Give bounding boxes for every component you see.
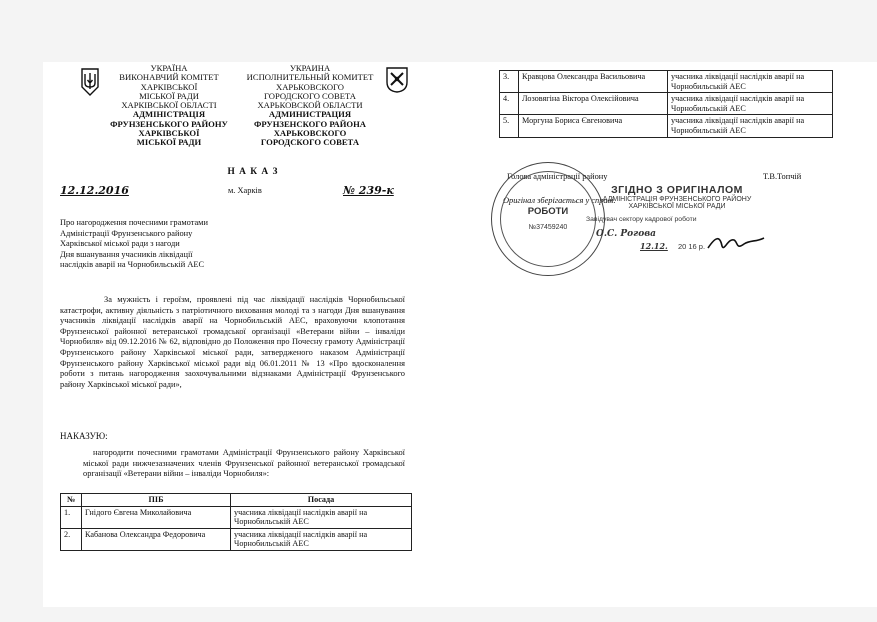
row-position: учасника ліквідації наслідків аварії на Чорнобильській АЕС	[668, 71, 833, 93]
stamp-signed-name: О.С. Рогова	[596, 229, 656, 239]
row-position: учасника ліквідації наслідків аварії на Чорнобильській АЕС	[231, 506, 412, 528]
row-number: 5.	[500, 115, 519, 137]
table-row	[61, 506, 412, 528]
row-position: учасника ліквідації наслідків аварії на Чорнобильській АЕС	[668, 115, 833, 137]
stamp-line2: ХАРКІВСЬКОЇ МІСЬКОЇ РАДИ	[628, 203, 726, 210]
table-row	[500, 93, 833, 115]
original-note: Оригінал зберігається у справі.	[503, 196, 616, 205]
header-ru: УКРАИНА ИСПОЛНИТЕЛЬНЫЙ КОМИТЕТ ХАРЬКОВСКОГО ГОРОДСКОГО СОВЕТА ХАРЬКОВСКОЙ ОБЛАСТИ АДМИНИСТРАЦИЯ ФРУНЗЕНСКОГО РАЙОНА ХАРЬКОВСКОГО ГОРОДСКОГО СОВЕТА	[246, 63, 374, 148]
stamp-date-day: 12.12.	[640, 241, 668, 251]
order-word: НАКАЗУЮ:	[60, 431, 108, 441]
row-number: 3.	[500, 71, 519, 93]
header-number: №	[61, 494, 82, 507]
order-city: м. Харків	[228, 186, 262, 195]
signatory-name: Т.В.Топчій	[763, 172, 802, 181]
seal-code: №37459240	[528, 224, 568, 231]
trident-emblem-icon	[80, 67, 100, 97]
seal-word: РОБОТИ	[527, 206, 569, 217]
awardees-table-part-2	[499, 70, 833, 138]
stamp-role: Завідувач сектору кадрової роботи	[586, 216, 697, 223]
order-date: 12.12.2016	[60, 184, 129, 197]
awardees-table-part-1	[60, 493, 412, 551]
order-subject: Про нагородження почесними грамотами Адміністрації Фрунзенського району Харківської міської ради з нагоди Дня вшанування учасників ліквідації наслідків аварії на Чорнобильській АЕС	[60, 218, 208, 270]
row-position: учасника ліквідації наслідків аварії на Чорнобильській АЕС	[231, 528, 412, 550]
order-number: № 239-к	[343, 184, 394, 197]
kharkiv-emblem-icon	[386, 67, 408, 93]
row-number: 2.	[61, 528, 82, 550]
header-name: ПІБ	[82, 494, 231, 507]
order-title: Н А К А З	[227, 167, 279, 177]
row-name: Кравцова Олександра Васильовича	[519, 71, 668, 93]
stamp-line1: АДМІНІСТРАЦІЯ ФРУНЗЕНСЬКОГО РАЙОНУ	[602, 196, 752, 203]
row-name: Моргуна Бориса Євгеновича	[519, 115, 668, 137]
order-body: За мужність і героїзм, проявлені під час ліквідації наслідків Чорнобильської катастрофи, активну діяльність з патріотичного виховання молоді та з нагоди Дня вшанування учасників ліквідації наслідків аварії на Чорнобильській АЕС, враховуючи клопотання Фрунзенської районної ветеранської громадської організації «Ветерани війни – інваліди Чорнобиля» від 09.12.2016 № 62, відповідно до Положення про Почесну грамоту Адміністрації Фрунзенського району Харківської міської ради, затвердженого наказом Адміністрації Фрунзенського району Харківської міської ради від 06.01.2011 № 13 «Про вдосконалення роботи з питань нагородження заохочувальними відзнаками Адміністрації Фрунзенського району Харківської міської ради»,	[60, 295, 405, 389]
handwritten-signature-icon	[706, 232, 766, 254]
row-name: Кабанова Олександра Федоровича	[82, 528, 231, 550]
stamp-date-year: 20 16 р.	[677, 242, 706, 251]
stamp-title: ЗГІДНО З ОРИГІНАЛОМ	[611, 184, 743, 196]
table-row	[500, 71, 833, 93]
signatory-role: Голова адміністрації району	[507, 172, 608, 181]
row-name: Лозовягіна Віктора Олексійовича	[519, 93, 668, 115]
row-position: учасника ліквідації наслідків аварії на Чорнобильській АЕС	[668, 93, 833, 115]
seal-inner-ring	[500, 171, 596, 267]
table-row	[500, 115, 833, 137]
row-name: Гнідого Євгена Миколайовича	[82, 506, 231, 528]
table-row	[61, 528, 412, 550]
header-ua: УКРАЇНА ВИКОНАВЧИЙ КОМІТЕТ ХАРКІВСЬКОЇ МІСЬКОЇ РАДИ ХАРКІВСЬКОЇ ОБЛАСТІ АДМІНІСТРАЦІЯ ФРУНЗЕНСЬКОГО РАЙОНУ ХАРКІВСЬКОЇ МІСЬКОЇ РАДИ	[110, 63, 228, 148]
document-page-2	[461, 62, 877, 607]
order-text: нагородити почесними грамотами Адміністрації Фрунзенського району Харківської міської ради нижчезазначених членів Фрунзенської районної ветеранської громадської організації «Ветерани війни – інваліди Чорнобиля»:	[83, 448, 405, 479]
document-page-1	[43, 62, 463, 607]
row-number: 1.	[61, 506, 82, 528]
table-header-row	[61, 494, 412, 507]
row-number: 4.	[500, 93, 519, 115]
header-position: Посада	[231, 494, 412, 507]
